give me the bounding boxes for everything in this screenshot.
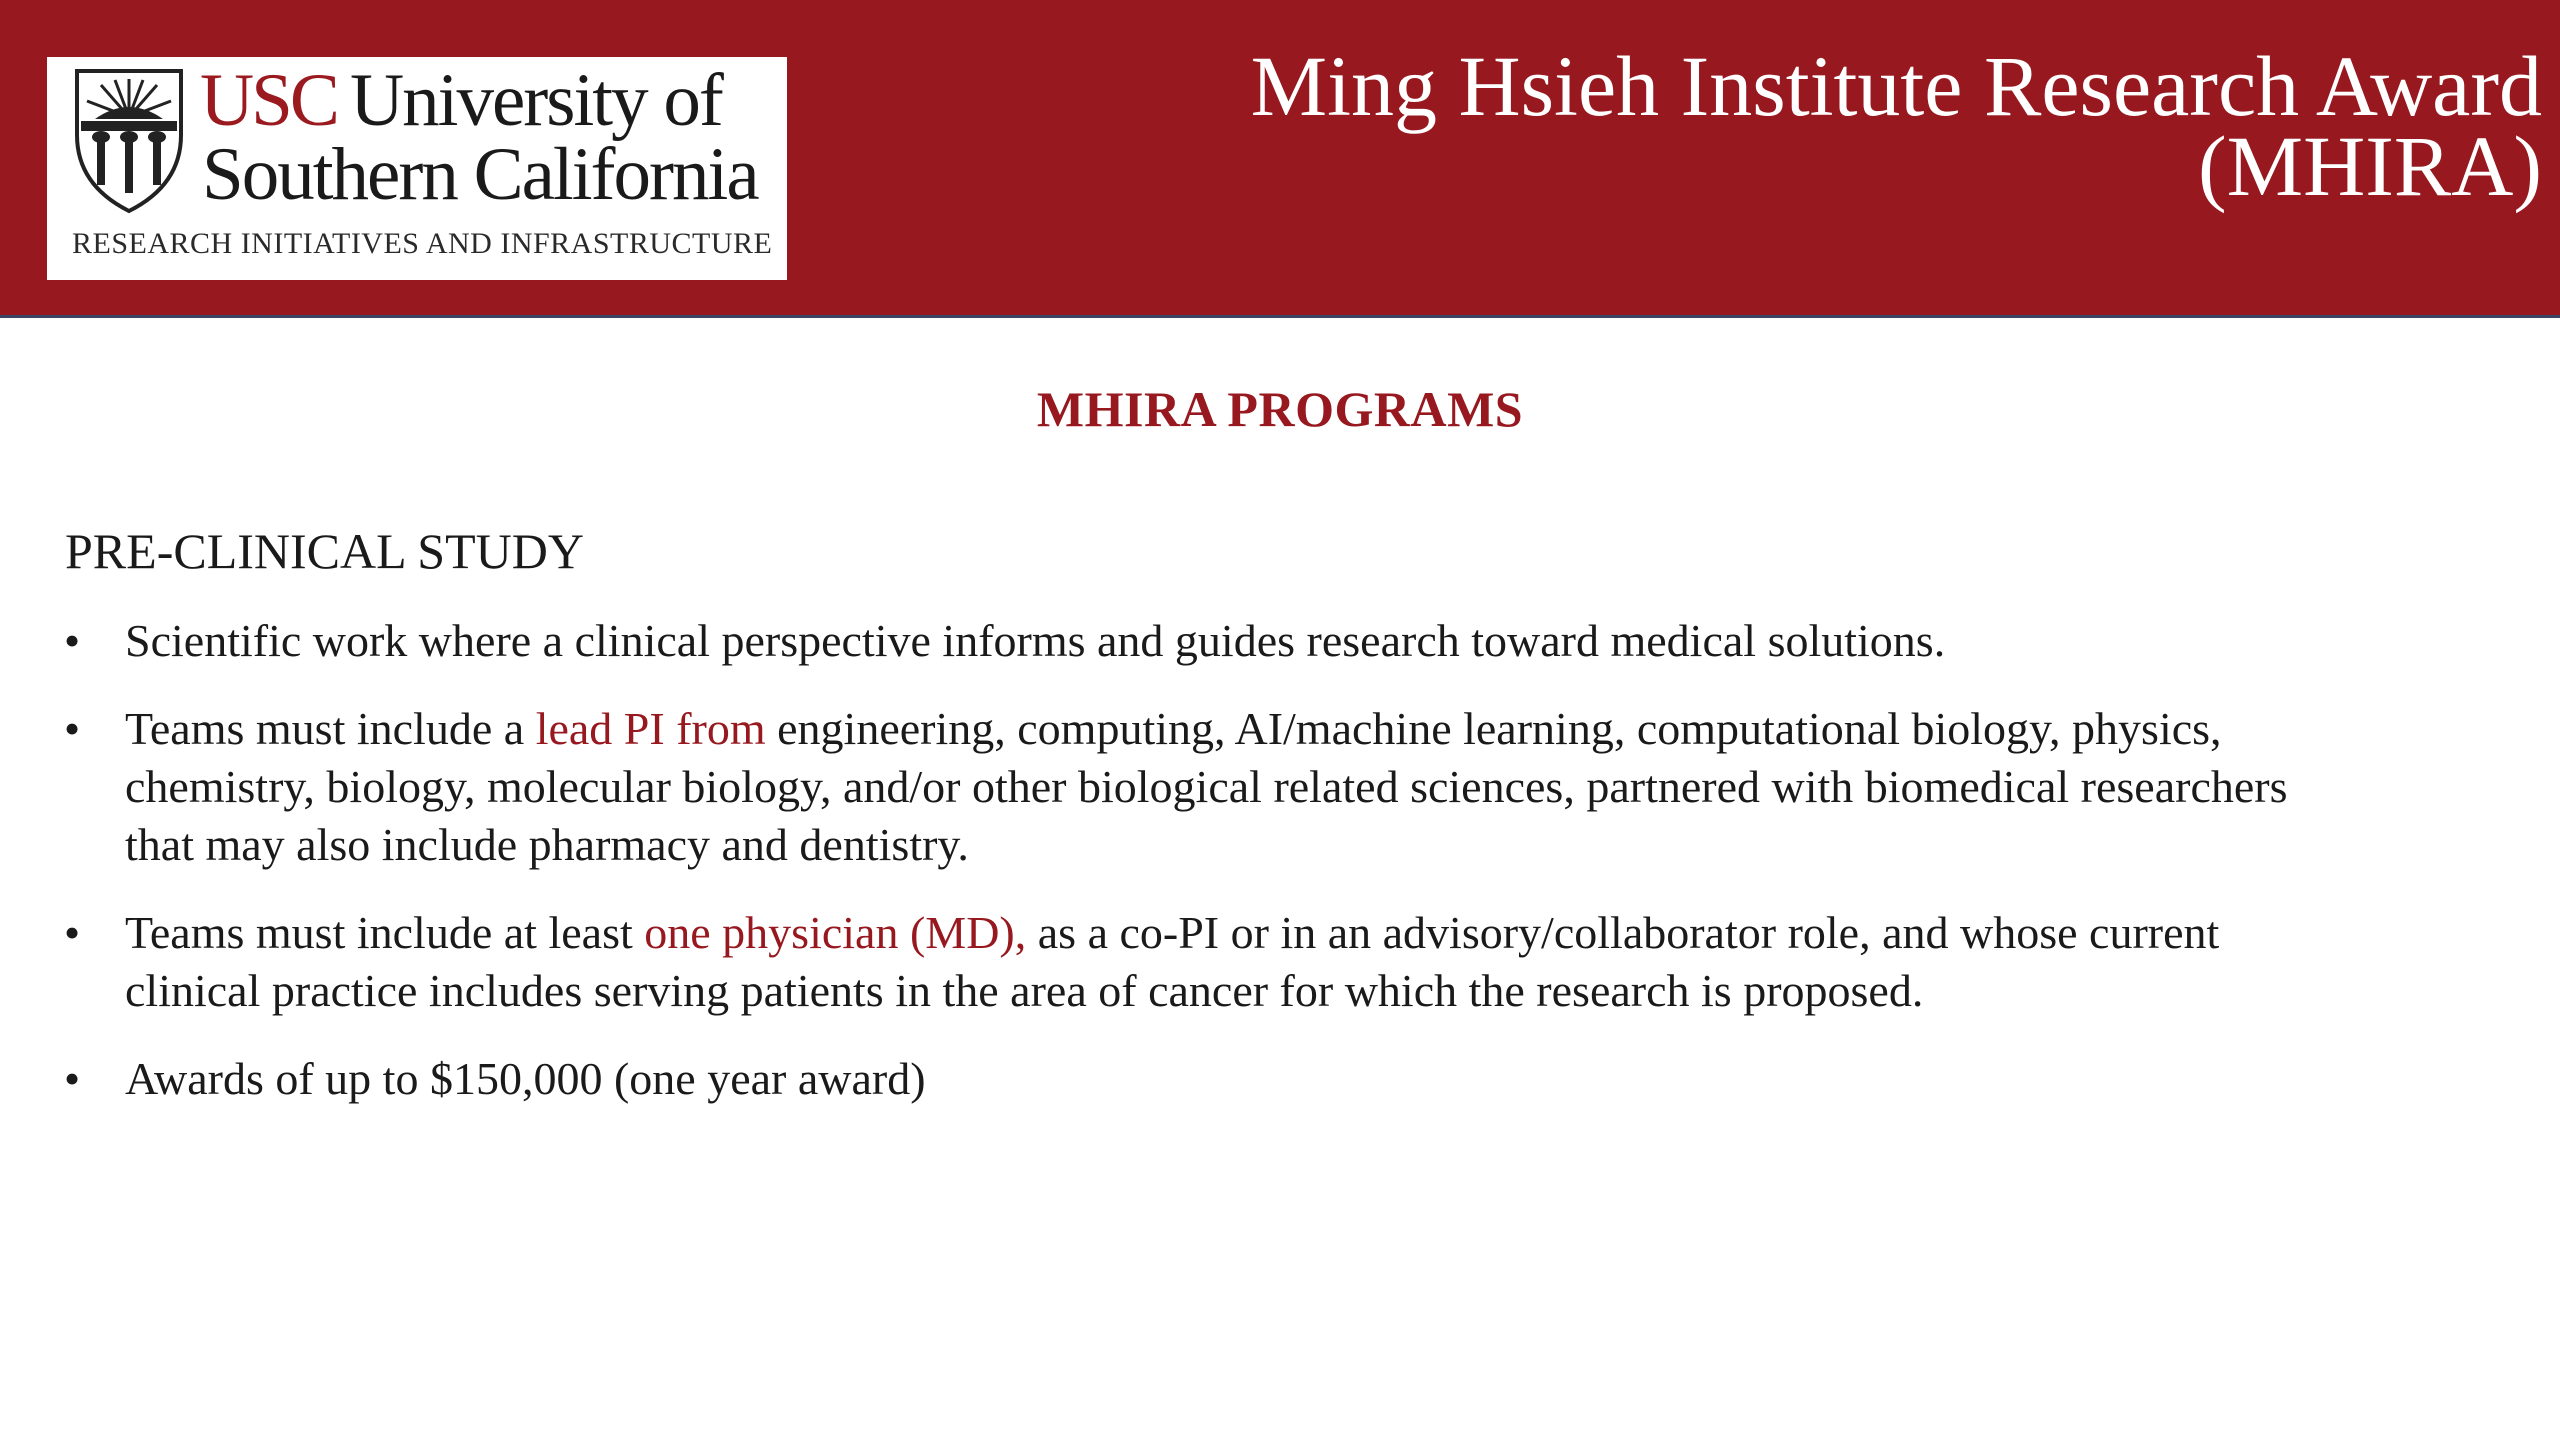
bullet-text-after: engineering, computing, AI/machine learning, computational biology, physics, chemistry, biology, molecular biology, and/or other biological related sciences, partnered with biomedical researchers that may also include pharmacy and dentistry. [125, 703, 2288, 870]
header-banner [0, 0, 2560, 318]
bullet-item [0, 700, 2300, 874]
award-title [1250, 38, 2542, 214]
programs-title: MHIRA PROGRAMS [1036, 381, 1524, 437]
bullet-text-before: Teams must include a [125, 703, 536, 754]
logo-southern-california-text: Southern California [202, 133, 758, 216]
bullet-text: Scientific work where a clinical perspective informs and guides research toward medical solutions. [125, 615, 1946, 666]
bullet-dot: • [64, 907, 81, 958]
study-heading: PRE-CLINICAL STUDY [65, 523, 584, 579]
bullet-dot: • [64, 703, 81, 754]
bullet-list [0, 612, 2560, 1138]
usc-seal-icon [71, 65, 187, 215]
bullet-item [0, 1050, 2300, 1108]
logo-university-of-text: University of [350, 59, 722, 142]
bullet-text-before: Teams must include at least [125, 907, 645, 958]
award-title-line2: (MHIRA) [2198, 118, 2542, 214]
bullet-item [0, 904, 2300, 1020]
usc-logo [47, 57, 787, 280]
bullet-item [0, 612, 2300, 670]
bullet-dot: • [64, 1053, 81, 1104]
bullet-text-after: as a co-PI or in an advisory/collaborator role, and whose current clinical practice includes serving patients in the area of cancer for which the research is proposed. [125, 907, 2220, 1016]
bullet-highlight: lead PI from [535, 703, 766, 754]
bullet-highlight: one physician (MD), [644, 907, 1027, 958]
bullet-dot: • [64, 615, 81, 666]
logo-department-text: RESEARCH INITIATIVES AND INFRASTRUCTURE [72, 227, 773, 260]
logo-usc-text: USC [200, 59, 337, 142]
bullet-text [125, 907, 2219, 1016]
award-title-line1: Ming Hsieh Institute Research Award [1250, 38, 2542, 134]
bullet-text: Awards of up to $150,000 (one year award) [125, 1053, 926, 1104]
bullet-text [125, 703, 2288, 870]
